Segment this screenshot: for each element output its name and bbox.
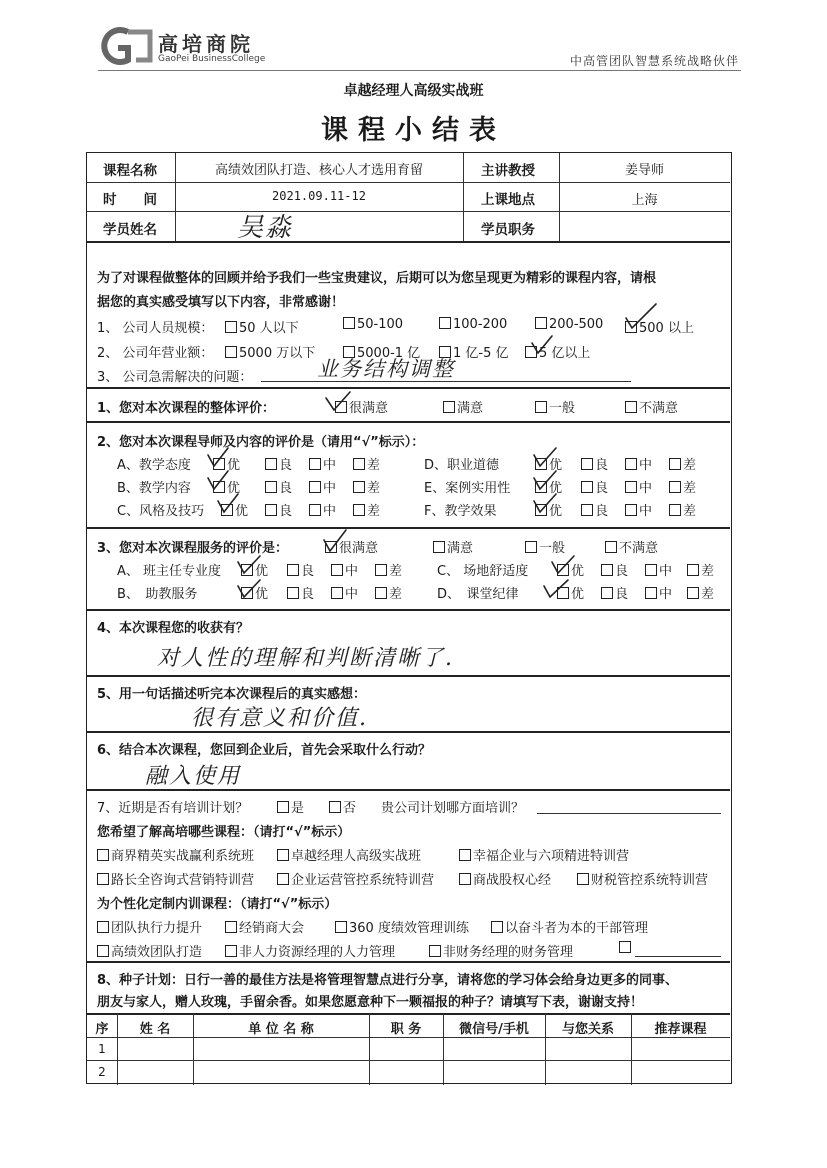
check-mark-icon xyxy=(326,392,350,410)
teacher-label: 主讲教授 xyxy=(481,163,535,179)
grade-d-excellent[interactable]: 优 xyxy=(535,454,562,473)
service-b-average[interactable]: 中 xyxy=(331,583,358,602)
course-name-value: 高绩效团队打造、核心人才选用育留 xyxy=(214,163,423,178)
grade-d-poor[interactable]: 差 xyxy=(669,454,696,473)
custom-option-4[interactable]: 以奋斗者为本的干部管理 xyxy=(491,917,648,936)
revenue-option-2[interactable]: 5000-1 亿 xyxy=(343,342,420,361)
company-problem-answer[interactable]: 业务结构调整 xyxy=(317,357,455,381)
course-option-2[interactable]: 卓越经理人高级实战班 xyxy=(277,845,421,864)
course-option-5[interactable]: 企业运营管控系统特训营 xyxy=(277,869,434,888)
q-company-size: 1、 公司人员规模： xyxy=(97,321,214,336)
course-name-label: 课程名称 xyxy=(103,163,157,179)
intro-line-2: 据您的真实感受填写以下内容，非常感谢！ xyxy=(97,295,345,310)
grade-e-poor[interactable]: 差 xyxy=(669,477,696,496)
logo-text: 高培商院 xyxy=(158,32,254,56)
service-item-b: B、 助教服务 xyxy=(117,587,198,602)
grade-b-excellent[interactable]: 优 xyxy=(213,477,240,496)
size-option-5[interactable]: 500 以上 xyxy=(625,317,694,336)
col-header-company: 单 位 名 称 xyxy=(248,1022,314,1037)
form-title: 课程小结表 xyxy=(321,115,506,146)
q-training-plan: 7、近期是否有培训计划？ xyxy=(97,801,249,816)
action-answer[interactable]: 融入使用 xyxy=(145,764,242,789)
service-d-good[interactable]: 良 xyxy=(601,583,628,602)
service-d-average[interactable]: 中 xyxy=(645,583,672,602)
grade-f-good[interactable]: 良 xyxy=(581,500,608,519)
q-action: 6、结合本次课程，您回到企业后，首先会采取什么行动？ xyxy=(97,743,432,758)
size-option-3[interactable]: 100-200 xyxy=(439,317,507,332)
service-option-3[interactable]: 一般 xyxy=(525,537,565,556)
custom-option-5[interactable]: 高绩效团队打造 xyxy=(97,941,202,960)
grade-a-poor[interactable]: 差 xyxy=(353,454,380,473)
service-b-good[interactable]: 良 xyxy=(287,583,314,602)
courses-wanted-label: 您希望了解高培哪些课程：（请打“√”标示） xyxy=(97,825,351,840)
check-mark-icon xyxy=(626,304,656,328)
revenue-option-1[interactable]: 5000 万以下 xyxy=(225,342,315,361)
q-harvest: 4、本次课程您的收获有？ xyxy=(97,621,250,636)
harvest-answer[interactable]: 对人性的理解和判断清晰了. xyxy=(157,646,454,671)
grade-d-average[interactable]: 中 xyxy=(625,454,652,473)
service-item-c: C、 场地舒适度 xyxy=(437,564,529,579)
feeling-answer[interactable]: 很有意义和价值. xyxy=(191,706,368,731)
service-a-excellent[interactable]: 优 xyxy=(241,560,268,579)
grade-c-poor[interactable]: 差 xyxy=(353,500,380,519)
course-option-4[interactable]: 路长全咨询式营销特训营 xyxy=(97,869,254,888)
service-c-average[interactable]: 中 xyxy=(645,560,672,579)
course-option-7[interactable]: 财税管控系统特训营 xyxy=(577,869,708,888)
check-mark-icon xyxy=(534,471,556,489)
q-company-revenue: 2、 公司年营业额： xyxy=(97,346,214,361)
header-slogan: 中高管团队智慧系统战略伙伴 xyxy=(569,54,739,68)
grade-c-good[interactable]: 良 xyxy=(265,500,292,519)
seed-plan-line-1: 8、种子计划：日行一善的最佳方法是将管理智慧点进行分享，请将您的学习体会给身边更多的同事、 xyxy=(97,973,679,988)
q-company-problem: 3、 公司急需解决的问题： xyxy=(97,370,253,385)
overall-option-2[interactable]: 满意 xyxy=(443,397,483,416)
teacher-eval-item-f: F、教学效果 xyxy=(424,504,497,519)
grade-e-average[interactable]: 中 xyxy=(625,477,652,496)
course-option-1[interactable]: 商界精英实战赢利系统班 xyxy=(97,845,254,864)
time-label: 时 间 xyxy=(103,192,157,208)
logo-subtext: GaoPei BusinessCollege xyxy=(158,54,266,64)
grade-f-poor[interactable]: 差 xyxy=(669,500,696,519)
teacher-eval-item-d: D、职业道德 xyxy=(424,458,500,473)
overall-option-1[interactable]: 很满意 xyxy=(335,397,388,416)
teacher-eval-item-e: E、案例实用性 xyxy=(424,481,511,496)
teacher-eval-item-c: C、风格及技巧 xyxy=(117,504,205,519)
student-position-label: 学员职务 xyxy=(481,222,535,238)
grade-c-average[interactable]: 中 xyxy=(309,500,336,519)
service-option-1[interactable]: 很满意 xyxy=(325,537,378,556)
overall-option-4[interactable]: 不满意 xyxy=(625,397,678,416)
size-option-4[interactable]: 200-500 xyxy=(535,317,603,332)
table-row-number: 1 xyxy=(98,1042,106,1056)
grade-f-excellent[interactable]: 优 xyxy=(535,500,562,519)
grade-c-excellent[interactable]: 优 xyxy=(221,500,248,519)
revenue-option-3[interactable]: 1 亿-5 亿 xyxy=(439,342,509,361)
teacher-eval-item-b: B、教学内容 xyxy=(117,481,191,496)
grade-f-average[interactable]: 中 xyxy=(625,500,652,519)
size-option-1[interactable]: 50 人以下 xyxy=(225,317,299,336)
course-option-3[interactable]: 幸福企业与六项精进特训营 xyxy=(459,845,629,864)
grade-b-good[interactable]: 良 xyxy=(265,477,292,496)
check-mark-icon xyxy=(534,448,556,466)
grade-a-excellent[interactable]: 优 xyxy=(213,454,240,473)
grade-a-average[interactable]: 中 xyxy=(309,454,336,473)
table-row-number: 2 xyxy=(98,1065,106,1079)
q-service-eval: 3、您对本次课程服务的评价是： xyxy=(97,541,289,556)
time-value: 2021.09.11-12 xyxy=(272,189,366,203)
teacher-eval-item-a: A、教学态度 xyxy=(117,458,191,473)
teacher-value: 姜导师 xyxy=(624,163,664,178)
grade-e-good[interactable]: 良 xyxy=(581,477,608,496)
custom-option-7[interactable]: 非财务经理的财务管理 xyxy=(429,941,573,960)
intro-line-1: 为了对课程做整体的回顾并给予我们一些宝贵建议，后期可以为您呈现更为精彩的课程内容，请根 xyxy=(97,271,657,286)
col-header-position: 职 务 xyxy=(390,1022,422,1037)
check-mark-icon xyxy=(218,494,238,512)
service-b-poor[interactable]: 差 xyxy=(375,583,402,602)
check-mark-icon xyxy=(238,580,260,597)
student-name-label: 学员姓名 xyxy=(103,222,157,238)
check-mark-icon xyxy=(208,448,228,466)
service-a-average[interactable]: 中 xyxy=(331,560,358,579)
grade-b-average[interactable]: 中 xyxy=(309,477,336,496)
service-d-poor[interactable]: 差 xyxy=(687,583,714,602)
place-label: 上课地点 xyxy=(481,192,535,208)
service-c-excellent[interactable]: 优 xyxy=(557,560,584,579)
col-header-relation: 与您关系 xyxy=(561,1022,614,1037)
check-mark-icon xyxy=(532,336,552,353)
custom-courses-label: 为个性化定制内训课程：（请打“√”标示） xyxy=(97,897,338,912)
service-d-excellent[interactable]: 优 xyxy=(557,583,584,602)
service-c-good[interactable]: 良 xyxy=(601,560,628,579)
check-mark-icon xyxy=(238,556,260,573)
form-subtitle: 卓越经理人高级实战班 xyxy=(343,83,484,99)
q-teacher-eval: 2、您对本次课程导师及内容的评价是（请用“√”标示）： xyxy=(97,435,425,450)
revenue-option-4[interactable]: 5 亿以上 xyxy=(525,342,590,361)
training-plan-yes[interactable]: 是 xyxy=(277,797,304,816)
seed-plan-line-2: 朋友与家人，赠人玫瑰，手留余香。如果您愿意种下一颗福报的种子？请填写下表，谢谢支持！ xyxy=(97,995,644,1010)
grade-e-excellent[interactable]: 优 xyxy=(535,477,562,496)
student-name-value: 吴淼 xyxy=(237,213,294,243)
service-a-poor[interactable]: 差 xyxy=(375,560,402,579)
col-header-course: 推荐课程 xyxy=(654,1022,707,1037)
service-c-poor[interactable]: 差 xyxy=(687,560,714,579)
check-mark-icon xyxy=(534,494,556,512)
col-header-no: 序 xyxy=(95,1022,109,1037)
training-direction-label: 贵公司计划哪方面培训？ xyxy=(381,801,525,816)
check-mark-icon xyxy=(552,556,574,573)
training-plan-no[interactable]: 否 xyxy=(329,797,356,816)
size-option-2[interactable]: 50-100 xyxy=(343,317,403,332)
grade-a-good[interactable]: 良 xyxy=(265,454,292,473)
grade-d-good[interactable]: 良 xyxy=(581,454,608,473)
custom-option-2[interactable]: 经销商大会 xyxy=(225,917,304,936)
col-header-wechat: 微信号/手机 xyxy=(459,1022,529,1037)
custom-option-3[interactable]: 360 度绩效管理训练 xyxy=(335,917,469,936)
check-mark-icon xyxy=(208,471,228,489)
overall-option-3[interactable]: 一般 xyxy=(535,397,575,416)
service-b-excellent[interactable]: 优 xyxy=(241,583,268,602)
custom-option-6[interactable]: 非人力资源经理的人力管理 xyxy=(225,941,395,960)
service-option-4[interactable]: 不满意 xyxy=(605,537,658,556)
service-option-2[interactable]: 满意 xyxy=(433,537,473,556)
service-item-a: A、 班主任专业度 xyxy=(117,564,222,579)
q-feeling: 5、用一句话描述听完本次课程后的真实感想： xyxy=(97,687,367,702)
service-a-good[interactable]: 良 xyxy=(287,560,314,579)
course-option-6[interactable]: 商战股权心经 xyxy=(459,869,551,888)
grade-b-poor[interactable]: 差 xyxy=(353,477,380,496)
q-overall-eval: 1、您对本次课程的整体评价： xyxy=(97,401,276,416)
service-item-d: D、 课堂纪律 xyxy=(437,587,519,602)
col-header-name: 姓 名 xyxy=(139,1022,171,1037)
place-value: 上海 xyxy=(631,193,658,208)
custom-option-1[interactable]: 团队执行力提升 xyxy=(97,917,202,936)
check-mark-icon xyxy=(324,530,346,551)
check-mark-icon xyxy=(544,580,568,597)
